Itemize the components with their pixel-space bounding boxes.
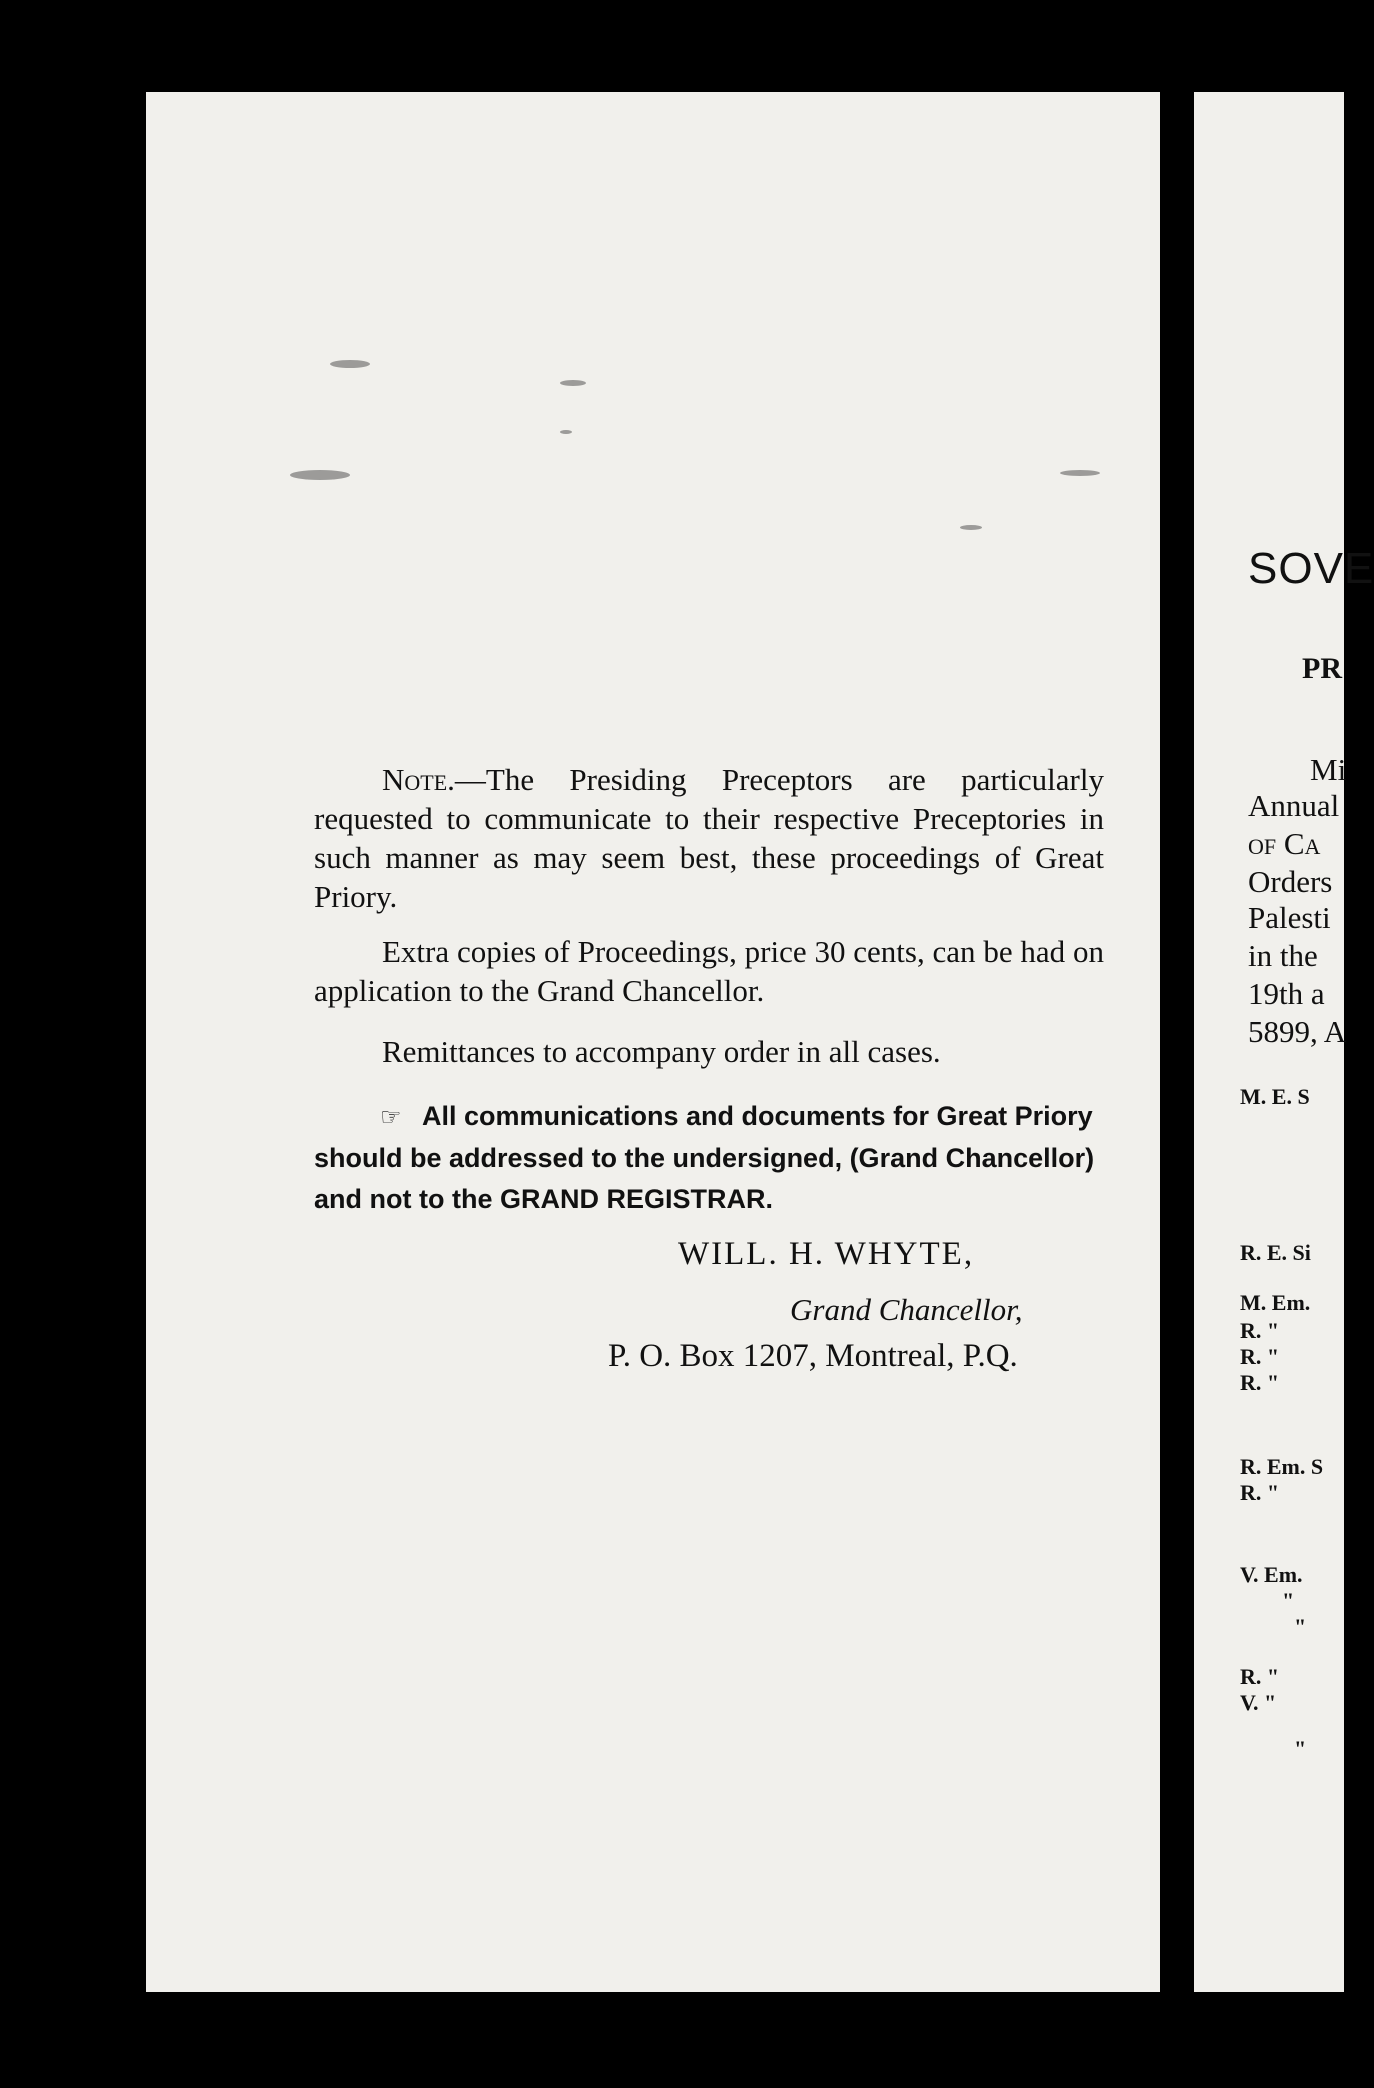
right-page-line: 19th a bbox=[1248, 976, 1325, 1011]
right-page-line: of Ca bbox=[1248, 826, 1321, 861]
right-page-line: 5899, A bbox=[1248, 1014, 1347, 1049]
right-page-heading: SOVE bbox=[1248, 544, 1374, 593]
right-page-officer: R. " bbox=[1240, 1370, 1280, 1395]
extra-copies-text: Extra copies of Proceedings, price 30 cents, can be had on application to the Grand Chancellor. bbox=[314, 934, 1104, 1008]
notice-text: All communications and documents for Great Priory should be addressed to the undersigned, (Grand Chancellor) and not to the GRAND REGISTRAR. bbox=[314, 1101, 1095, 1214]
right-page-officer: " bbox=[1282, 1588, 1295, 1613]
right-page-subheading: PR bbox=[1302, 652, 1342, 685]
signature-name: WILL. H. WHYTE, bbox=[678, 1236, 975, 1272]
right-page-officer: " bbox=[1294, 1736, 1307, 1761]
right-page-line: in the bbox=[1248, 938, 1318, 973]
right-page-officer: V. Em. bbox=[1240, 1562, 1303, 1587]
right-page-officer: M. E. S bbox=[1240, 1084, 1310, 1109]
remittances-text: Remittances to accompany order in all cases. bbox=[382, 1034, 941, 1069]
right-page-officer: M. Em. bbox=[1240, 1290, 1311, 1315]
note-dash: — bbox=[454, 762, 486, 797]
bold-notice bbox=[314, 1096, 1104, 1220]
right-page-officer: R. " bbox=[1240, 1480, 1280, 1505]
pointing-hand-icon: ☞ bbox=[380, 1104, 402, 1131]
right-page-line: Mi bbox=[1310, 752, 1347, 787]
right-page-officer: R. E. Si bbox=[1240, 1240, 1311, 1265]
signature-address: P. O. Box 1207, Montreal, P.Q. bbox=[608, 1338, 1018, 1374]
right-page-officer: R. " bbox=[1240, 1344, 1280, 1369]
right-page-line: Palesti bbox=[1248, 900, 1331, 935]
right-page-officer: R. Em. S bbox=[1240, 1454, 1324, 1479]
right-page-line: Orders bbox=[1248, 864, 1333, 899]
note-body: The Presiding Preceptors are particularly requested to communicate to their respective Preceptories in such manner as may seem best, these proceedings of Great Priory. bbox=[314, 762, 1104, 914]
right-page-line: Annual bbox=[1248, 788, 1340, 823]
right-page-officer: R. " bbox=[1240, 1664, 1280, 1689]
note-label: Note. bbox=[382, 762, 455, 797]
right-page-officer: R. " bbox=[1240, 1318, 1280, 1343]
right-page-officer: " bbox=[1294, 1614, 1307, 1639]
right-page-officer: V. " bbox=[1240, 1690, 1277, 1715]
note-paragraph bbox=[314, 760, 1104, 916]
signature-title: Grand Chancellor, bbox=[790, 1292, 1023, 1327]
extra-copies-paragraph bbox=[314, 932, 1104, 1010]
